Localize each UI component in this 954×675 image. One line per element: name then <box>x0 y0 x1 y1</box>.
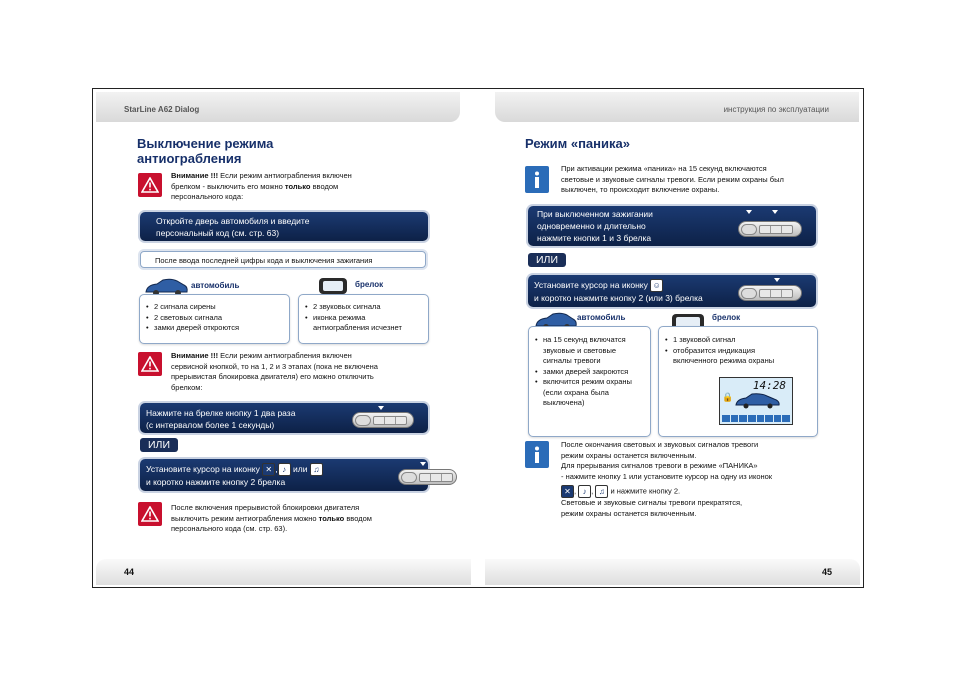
info2-line2: режим охраны останется включенным. <box>561 450 697 460</box>
step-bar-press-1-3 <box>528 206 816 246</box>
warn2-line4: брелком: <box>171 382 203 392</box>
car-line: замки дверей закроются <box>543 366 629 376</box>
left-title-line2: антиограбления <box>137 151 242 166</box>
car-result-box-right <box>528 326 651 437</box>
bar3-line2: и коротко нажмите кнопку 2 брелка <box>146 477 286 488</box>
step-bar-press-button-1 <box>140 403 428 433</box>
car-line: выключена) <box>543 398 585 407</box>
warn2-line2: сервисной кнопкой, то на 1, 2 и 3 этапах (пока не включена <box>171 361 378 371</box>
bar2-line2: (с интервалом более 1 секунды) <box>146 420 275 430</box>
list-item <box>535 367 650 378</box>
step-bar-set-cursor-panic <box>528 275 816 307</box>
info2-line7: режим охраны останется включенным. <box>561 508 697 518</box>
left-car-label: автомобиль <box>191 281 240 290</box>
note-icon: ♪ <box>578 485 591 498</box>
info1-line3: выключен, то происходит включение охраны. <box>561 185 720 194</box>
step-bar-open-door <box>140 212 428 241</box>
arrow-down-icon <box>378 406 384 410</box>
left-fob-label: брелок <box>355 280 384 289</box>
page-number-right: 45 <box>821 567 832 577</box>
lock-icon: 🔒 <box>722 392 734 402</box>
list-item: • 2 звуковых сигнала <box>305 302 428 313</box>
crossed-key-icon: ✕ <box>561 485 574 498</box>
car-result-box <box>139 294 290 344</box>
note-icon: ♪ <box>278 463 291 476</box>
r-bar2-line2: и коротко нажмите кнопку 2 (или 3) брелка <box>534 293 703 304</box>
bar2-line1: Нажмите на брелке кнопку 1 два раза <box>146 408 296 418</box>
left-footer <box>96 559 471 585</box>
right-footer <box>485 559 860 585</box>
arrow-down-icon <box>746 210 752 214</box>
left-title-line1: Выключение режима <box>137 136 274 151</box>
info2-line1: После окончания световых и звуковых сигналов тревоги <box>561 440 759 449</box>
fob-icon <box>318 277 348 295</box>
note-icon: ♫ <box>595 485 608 498</box>
bar1-line2: персональный код (см. стр. 63) <box>156 228 280 238</box>
code-entered-box <box>140 251 426 268</box>
lcd-time: 14:28 <box>752 379 786 392</box>
car-line: включится режим охраны <box>543 377 632 386</box>
fob-item-text: иконка режима <box>313 312 366 322</box>
key-fob-icon <box>738 285 802 301</box>
right-title: Режим «паника» <box>525 136 630 151</box>
code-box-text: После ввода последней цифры кода и выключения зажигания <box>155 256 373 265</box>
warning-text-1 <box>171 171 461 203</box>
lcd-icon-row <box>722 415 790 422</box>
r-bar1-line1: При выключенном зажигании <box>537 209 653 219</box>
page-number-left: 44 <box>124 567 135 577</box>
fob-item-text: отобразится индикация <box>673 345 756 355</box>
bar3-line1-pre: Установите курсор на иконку <box>146 464 260 474</box>
left-header-text: StarLine A62 Dialog <box>124 105 200 114</box>
warning-text-2 <box>171 351 461 393</box>
bar1-line1: Откройте дверь автомобиля и введите <box>156 216 310 226</box>
key-fob-icon <box>398 469 457 485</box>
list-item <box>535 377 650 409</box>
left-header <box>96 92 460 122</box>
arrow-down-icon <box>772 210 778 214</box>
warn3-line1: После включения прерывистой блокировки двигателя <box>171 503 360 512</box>
fob-item-text: включенного режима охраны <box>673 356 775 365</box>
warn1-line1: Если режим антиограбления включен <box>218 171 352 180</box>
warn1-line2-post: вводом <box>310 181 339 191</box>
warning-icon <box>138 502 162 526</box>
warn3-line2-post: вводом <box>344 513 372 523</box>
warn1-bold: Внимание !!! <box>171 171 219 180</box>
right-header <box>495 92 859 122</box>
r-bar1-line3: нажмите кнопки 1 и 3 брелка <box>537 233 652 243</box>
list-item: • 2 сигнала сирены <box>146 302 289 313</box>
warning-text-3 <box>171 503 461 535</box>
warn1-line2-bold: только <box>284 181 311 191</box>
warning-icon <box>138 173 162 197</box>
fob-result-box-right <box>658 326 818 437</box>
list-item: • замки дверей откроются <box>146 323 289 334</box>
info2-line3: Для прерывания сигналов тревоги в режиме «ПАНИКА» <box>561 461 758 470</box>
note-icon: ♫ <box>310 463 323 476</box>
key-fob-icon <box>738 221 802 237</box>
or-label: ИЛИ <box>528 253 566 267</box>
info-icon <box>525 166 549 193</box>
car-line: звуковые и световые <box>543 345 617 355</box>
warn1-line3: персонального кода: <box>171 192 244 201</box>
list-item <box>305 313 428 334</box>
crossed-key-icon: ✕ <box>262 463 275 476</box>
arrow-down-icon <box>774 278 780 282</box>
arrow-down-icon <box>420 462 426 466</box>
panic-icon: ☺ <box>650 279 663 292</box>
car-line: сигналы тревоги <box>543 356 601 365</box>
right-fob-label: брелок <box>712 313 741 322</box>
right-header-text: инструкция по эксплуатации <box>723 105 829 114</box>
right-car-label: автомобиль <box>577 313 626 322</box>
warn3-line2-pre: выключить режим антиограбления можно <box>171 513 319 523</box>
left-title <box>137 136 273 166</box>
info2-line6: Световые и звуковые сигналы тревоги прекратятся, <box>561 498 743 507</box>
manual-spread <box>92 88 864 588</box>
list-item: • 1 звуковой сигнал <box>665 335 817 346</box>
warn1-line2-pre: брелком - выключить его можно <box>171 181 285 191</box>
bar3-line1-mid: или <box>293 464 308 474</box>
warning-icon <box>138 352 162 376</box>
lcd-car-icon <box>734 392 790 410</box>
key-fob-icon <box>352 412 414 428</box>
r-bar1-line2: одновременно и длительно <box>537 221 646 231</box>
car-line: на 15 секунд включатся <box>543 335 626 344</box>
or-label: ИЛИ <box>140 438 178 452</box>
lcd-display <box>719 377 793 425</box>
warn2-bold: Внимание !!! <box>171 351 219 360</box>
warn3-line2-bold: только <box>318 513 345 523</box>
list-item <box>535 335 650 367</box>
fob-result-box <box>298 294 429 344</box>
info2-line5: и нажмите кнопку 2. <box>610 486 681 496</box>
info-text-1 <box>561 164 851 196</box>
info-icon <box>525 441 549 468</box>
step-bar-set-cursor: Установите курсор на иконку ✕ , ♪ или ♫ и коротко нажмите кнопку 2 брелка <box>140 459 428 491</box>
warn2-line1: Если режим антиограбления включен <box>218 351 352 360</box>
warn3-line3: персонального кода (см. стр. 63). <box>171 524 288 533</box>
car-line: (если охрана была <box>543 387 609 397</box>
info1-line1: При активации режима «паника» на 15 секунд включаются <box>561 164 767 173</box>
fob-item-text: антиограбления исчезнет <box>313 323 402 332</box>
list-item: • 2 световых сигнала <box>146 313 289 324</box>
info-text-2: После окончания световых и звуковых сигналов тревоги режим охраны останется включенным. Для прерывания сигналов тревоги в режиме «ПАНИКА» - нажмите кнопку 1 или установите курсор на одну из иконок ✕ , ♪ , ♫ и нажмите кнопку 2. Световые и звуковые сигналы тревоги прекратятся, режим охраны останется включенным. <box>561 440 856 519</box>
list-item <box>665 346 817 367</box>
info2-line4: - нажмите кнопку 1 или установите курсор на одну из иконок <box>561 471 773 481</box>
r-bar2-line1: Установите курсор на иконку <box>534 280 648 290</box>
warn2-line3: прерывистая блокировка двигателя) его можно отключить <box>171 372 374 381</box>
info1-line2: световые и звуковые сигналы тревоги. Если режим охраны был <box>561 174 784 184</box>
